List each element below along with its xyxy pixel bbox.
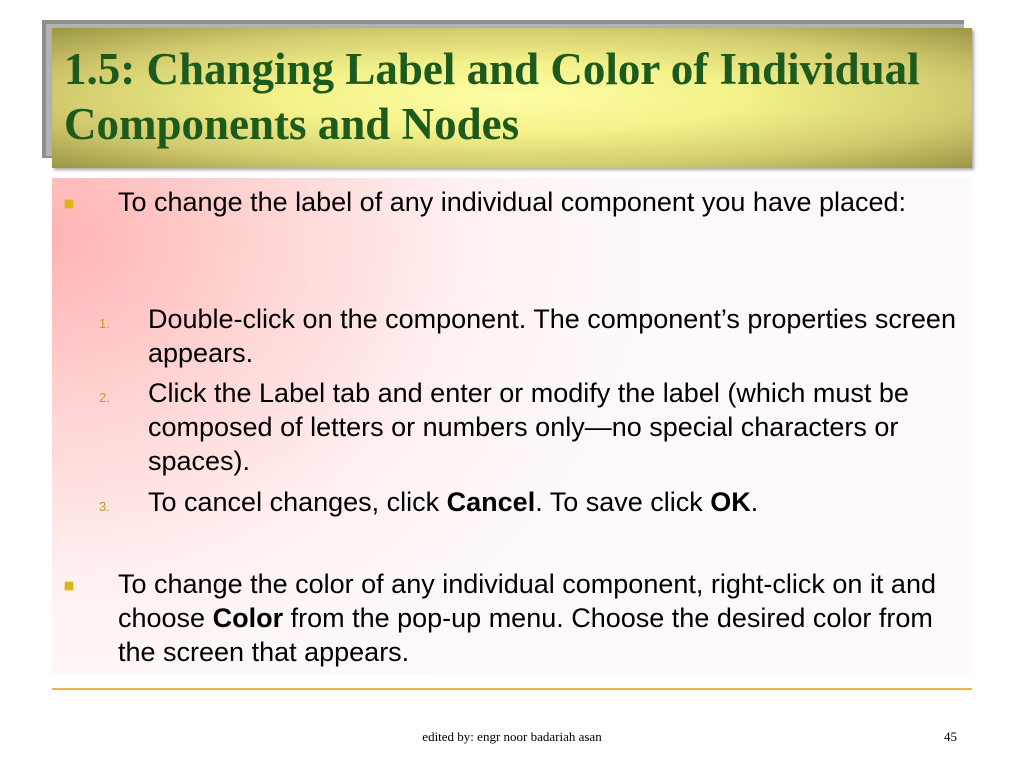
step-text: Click the Label tab and enter or modify the label (which must be composed of letters or numbers only—no special characters or spaces). (148, 378, 909, 476)
cancel-term: Cancel (446, 487, 536, 517)
slide-title: 1.5: Changing Label and Color of Individual Components and Nodes (64, 44, 920, 149)
bullet-2-pre: To change the color of any individual component, right-click on it and choose (118, 569, 936, 633)
step-text: Double-click on the component. The component’s properties screen appears. (148, 304, 956, 368)
bullet-text-label: To change the label of any individual component you have placed: (118, 187, 907, 217)
ok-term: OK (710, 487, 751, 517)
square-bullet-icon (65, 582, 74, 591)
step-text-post: . (750, 487, 759, 517)
step-number: 3. (99, 499, 110, 514)
color-term: Color (212, 603, 284, 633)
bullet-2-post: from the pop-up menu. Choose the desired color from the screen that appears. (118, 603, 933, 667)
footer-credit: edited by: engr noor badariah asan (422, 729, 602, 744)
step-number: 2. (99, 390, 110, 405)
step-text-mid: . To save click (535, 487, 711, 517)
title-banner (52, 28, 972, 168)
bullet-text-color (118, 567, 958, 669)
page-number: 45 (944, 729, 957, 744)
step-text-pre: To cancel changes, click (148, 487, 447, 517)
footer-divider (52, 688, 972, 690)
square-bullet-icon (65, 200, 74, 209)
step-text-cancel-ok (148, 485, 958, 519)
step-number: 1. (99, 316, 110, 331)
